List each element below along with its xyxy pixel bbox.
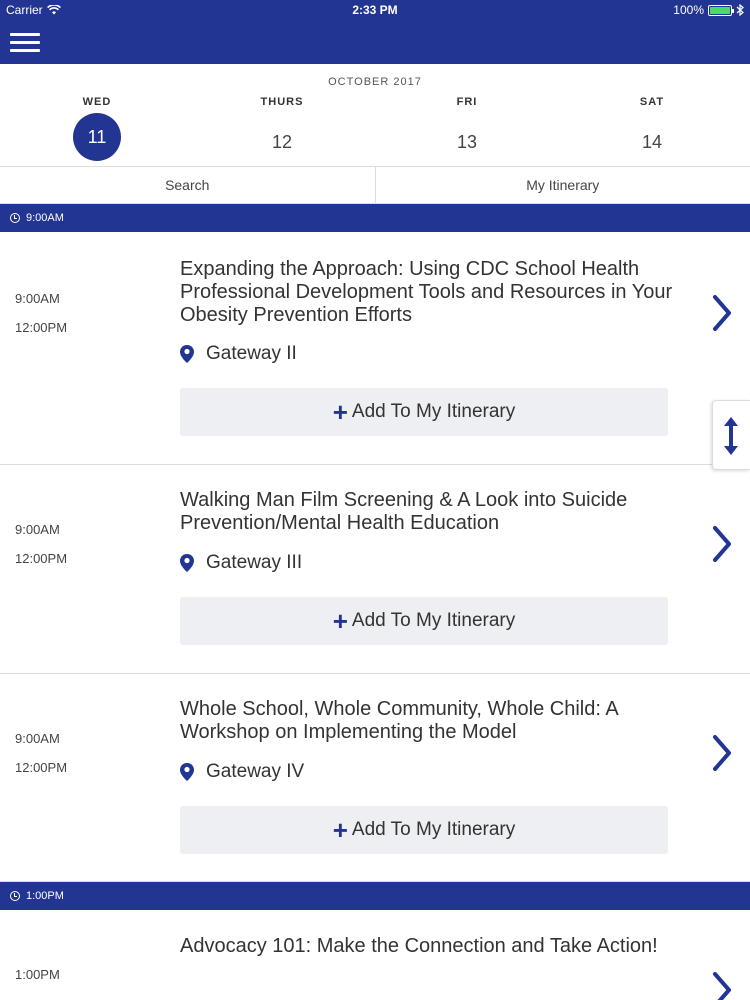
session-start-time: 9:00AM — [15, 522, 60, 537]
vertical-arrows-icon — [721, 415, 741, 457]
time-group-header — [0, 882, 750, 910]
nav-bar — [0, 20, 750, 64]
add-to-itinerary-label: Add To My Itinerary — [351, 819, 516, 840]
add-to-itinerary-button[interactable] — [180, 806, 668, 854]
session-room: Gateway II — [206, 343, 297, 364]
session-start-time: 9:00AM — [15, 291, 60, 306]
day-number: 11 — [73, 113, 121, 161]
day-label: FRI — [456, 96, 478, 108]
day-number: 14 — [641, 132, 663, 152]
session-end-time: 12:00PM — [15, 551, 68, 566]
tab-my-itinerary[interactable]: My Itinerary — [375, 167, 750, 203]
add-to-itinerary-button[interactable] — [180, 388, 668, 436]
clock-icon — [10, 213, 20, 223]
scroll-handle[interactable] — [712, 400, 750, 470]
chevron-right-icon[interactable] — [710, 733, 734, 773]
status-time: 2:33 PM — [352, 3, 398, 17]
time-group-label: 9:00AM — [26, 212, 64, 224]
day-number: 12 — [271, 132, 293, 152]
chevron-right-icon[interactable] — [710, 970, 734, 1000]
session-start-time: 9:00AM — [15, 731, 60, 746]
session-title: Advocacy 101: Make the Connection and Take Action! — [180, 935, 658, 957]
session-end-time: 12:00PM — [15, 760, 68, 775]
tab-search[interactable]: Search — [165, 177, 210, 193]
month-label: OCTOBER 2017 — [328, 76, 422, 88]
menu-icon[interactable] — [10, 33, 40, 53]
battery-icon — [708, 5, 732, 16]
chevron-right-icon[interactable] — [710, 293, 734, 333]
time-group-header — [0, 204, 750, 232]
time-group-label: 1:00PM — [26, 890, 64, 902]
session-row[interactable] — [0, 465, 750, 674]
day-sat[interactable] — [612, 96, 692, 166]
session-title: Walking Man Film Screening & A Look into Suicide Prevention/Mental Health Education — [180, 489, 628, 534]
day-label: WED — [82, 96, 112, 108]
clock-icon — [10, 891, 20, 901]
view-tabs — [0, 166, 750, 204]
carrier-label: Carrier — [6, 3, 43, 17]
session-row[interactable] — [0, 674, 750, 882]
day-label: THURS — [260, 96, 304, 108]
plus-icon: + — [332, 397, 348, 427]
date-picker — [0, 64, 750, 166]
chevron-right-icon[interactable] — [710, 524, 734, 564]
session-start-time: 1:00PM — [15, 967, 60, 982]
day-wed[interactable] — [57, 96, 137, 161]
plus-icon: + — [332, 815, 348, 845]
add-to-itinerary-button[interactable] — [180, 597, 668, 645]
location-pin-icon — [180, 345, 194, 363]
session-row[interactable] — [0, 232, 750, 465]
session-end-time: 12:00PM — [15, 320, 68, 335]
status-bar — [0, 0, 750, 20]
battery-percent: 100% — [673, 3, 704, 17]
session-room: Gateway III — [206, 552, 303, 573]
add-to-itinerary-label: Add To My Itinerary — [351, 401, 516, 422]
location-pin-icon — [180, 554, 194, 572]
bluetooth-icon — [736, 4, 744, 16]
day-number: 13 — [456, 132, 478, 152]
session-title: Whole School, Whole Community, Whole Child: A Workshop on Implementing the Model — [180, 698, 618, 743]
add-to-itinerary-label: Add To My Itinerary — [351, 610, 516, 631]
day-thurs[interactable] — [242, 96, 322, 166]
plus-icon: + — [332, 606, 348, 636]
day-label: SAT — [639, 96, 665, 108]
session-room: Gateway IV — [206, 761, 305, 782]
day-fri[interactable] — [427, 96, 507, 166]
location-pin-icon — [180, 763, 194, 781]
session-title: Expanding the Approach: Using CDC School Health Professional Development Tools and Resources in Your Obesity Prevention Efforts — [180, 258, 673, 326]
session-row[interactable] — [0, 910, 750, 1000]
